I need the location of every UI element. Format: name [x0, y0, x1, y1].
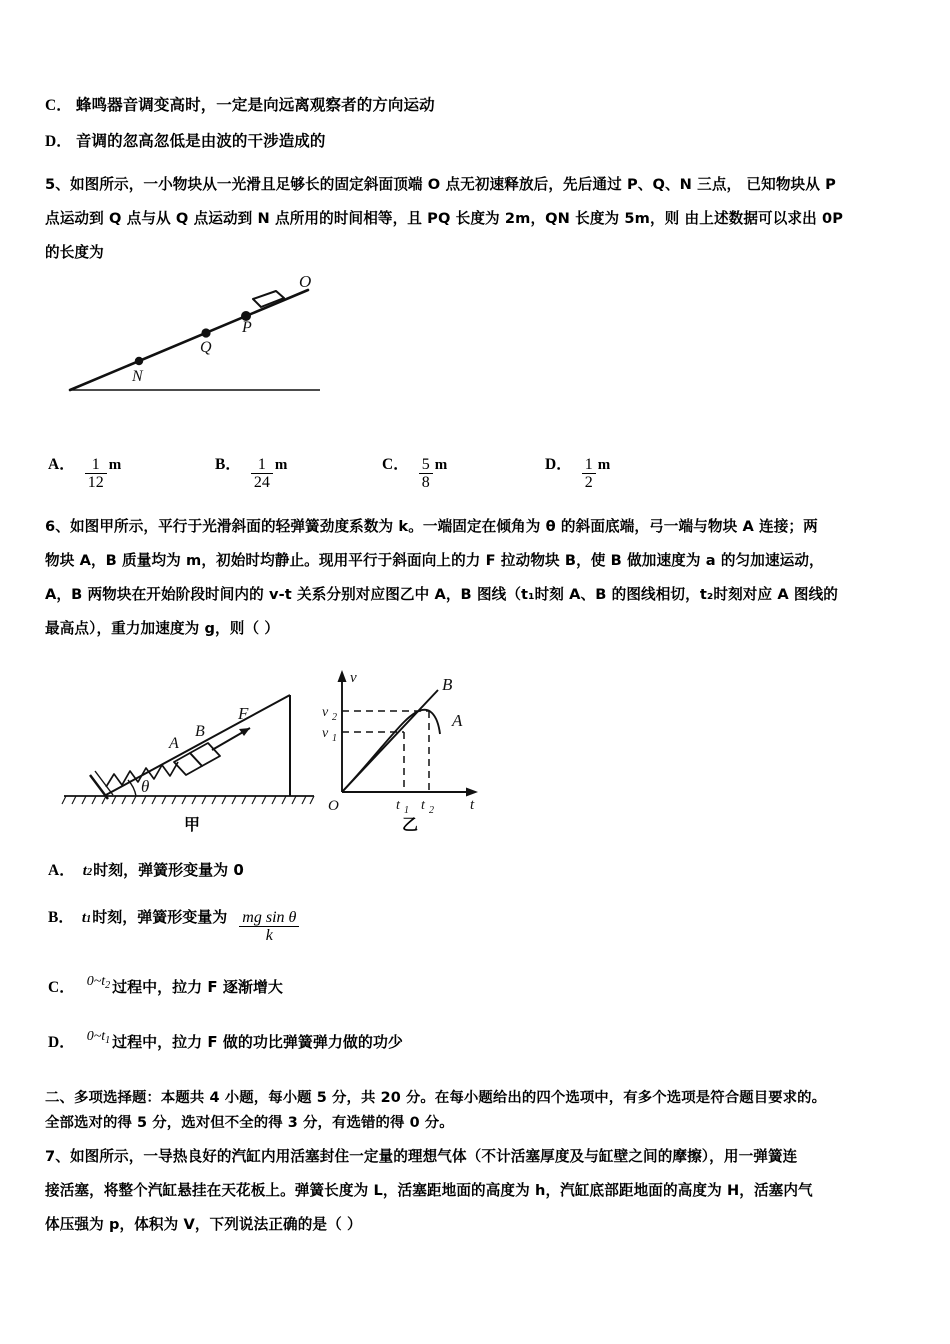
- option-a-symbol: t: [82, 863, 87, 879]
- range-tilde: ~: [93, 1029, 102, 1044]
- spring-incline-figure: [62, 668, 322, 818]
- question5-number: 5、: [45, 176, 70, 193]
- range-end-sub: 2: [105, 980, 111, 991]
- option-text-d: 音调的忽高忽低是由波的干涉造成的: [75, 132, 326, 150]
- label-q: Q: [200, 339, 212, 356]
- section2-line2: 全部选对的得 5 分，选对但不全的得 3 分，有选错的得 0 分。: [45, 1115, 454, 1131]
- unit-d: m: [597, 457, 611, 473]
- range-end: t: [101, 974, 106, 989]
- fraction-numerator: 1: [257, 456, 266, 473]
- question6-option-b: [48, 905, 301, 945]
- option-b-symbol: t: [81, 910, 87, 926]
- question5-stem-line3: 的长度为: [45, 244, 104, 261]
- velocity-time-graph: [320, 664, 500, 819]
- range-end: t: [101, 1029, 106, 1044]
- section2-line1: 二、多项选择题：本题共 4 小题，每小题 5 分，共 20 分。在每小题给出的四个选项中，有多个选项是符合题目要求的。: [45, 1090, 827, 1106]
- question6-stem-line1: 如图甲所示，平行于光滑斜面的轻弹簧劲度系数为 k。一端固定在倾角为 θ 的斜面底端，弓一端与物块 A 连接；两: [69, 518, 818, 535]
- option-letter-a: A．: [48, 862, 75, 879]
- question7-stem-line3: 体压强为 p，体积为 V，下列说法正确的是（ ）: [45, 1216, 362, 1233]
- fraction-spring-deformation: [239, 909, 299, 945]
- option-letter-d: D．: [48, 1034, 75, 1051]
- fraction-d: [582, 456, 596, 492]
- range-end-sub: 1: [105, 1035, 111, 1046]
- unit-c: m: [434, 457, 448, 473]
- label-angle-theta: θ: [141, 777, 150, 796]
- question6-stem-line3: A，B 两物块在开始阶段时间内的 v-t 关系分别对应图乙中 A，B 图线（t₁时刻 A、B 的图线相切，t₂时刻对应 A 图线的: [45, 586, 838, 603]
- inclined-plane-points-figure: [62, 264, 332, 404]
- fraction-denominator: 8: [419, 473, 433, 492]
- fraction-denominator: k: [239, 926, 299, 945]
- option-a-text: 时刻，弹簧形变量为 0: [93, 861, 244, 879]
- question6-stem: [45, 510, 911, 646]
- question4-option-c: [45, 88, 911, 123]
- question5-option-d: [545, 452, 610, 492]
- question6-number: 6、: [45, 518, 70, 535]
- option-b-symbol-sub: 1: [86, 914, 92, 925]
- xtick-t1: t: [396, 798, 400, 813]
- fraction-b: [251, 456, 273, 492]
- question7-stem-line2: 接活塞，将整个汽缸悬挂在天花板上。弹簧长度为 L，活塞距地面的高度为 h，汽缸底部距地面的高度为 H，活塞内气: [45, 1182, 813, 1199]
- question6-stem-line2: 物块 A，B 质量均为 m，初始时均静止。现用平行于斜面向上的力 F 拉动物块 B，使 B 做加速度为 a 的匀加速运动，: [45, 552, 824, 569]
- label-n: N: [132, 368, 143, 385]
- range-start: 0: [86, 974, 94, 989]
- question5-stem-line1: 如图所示，一小物块从一光滑且足够长的固定斜面顶端 O 点无初速释放后，先后通过 P、Q、N 三点， 已知物块从 P: [69, 176, 836, 193]
- unit-a: m: [108, 457, 122, 473]
- option-letter-d: D．: [545, 456, 572, 473]
- label-force-f: F: [238, 704, 249, 723]
- xtick-t2-sub: 2: [429, 805, 434, 816]
- unit-b: m: [274, 457, 288, 473]
- fraction-denominator: 12: [85, 473, 107, 492]
- fraction-c: [419, 456, 433, 492]
- question6-option-d: [48, 1030, 403, 1053]
- question5-stem-line2: 点运动到 Q 点与从 Q 点运动到 N 点所用的时间相等，且 PQ 长度为 2m，QN 长度为 5m，则 由上述数据可以求出 0P: [45, 210, 844, 227]
- question5-option-c: [382, 452, 447, 492]
- question5-option-b: [215, 452, 287, 492]
- fraction-numerator: 5: [421, 456, 430, 473]
- fraction-denominator: 2: [582, 473, 596, 492]
- fraction-denominator: 24: [251, 473, 273, 492]
- range-start: 0: [86, 1029, 94, 1044]
- xtick-t2: t: [421, 798, 425, 813]
- figure-caption-jia: 甲: [183, 815, 200, 834]
- option-d-range: [87, 1027, 110, 1046]
- ytick-v1-sub: 1: [332, 733, 337, 744]
- option-b-text: 时刻，弹簧形变量为: [92, 908, 228, 926]
- range-tilde: ~: [93, 974, 102, 989]
- option-letter-b: B．: [48, 909, 74, 926]
- option-c-text: 过程中，拉力 F 逐渐增大: [112, 978, 283, 996]
- question5-option-a: [48, 452, 121, 492]
- fraction-numerator: 1: [91, 456, 100, 473]
- question5-stem: [45, 168, 911, 270]
- option-letter-a: A．: [48, 456, 75, 473]
- label-block-b: B: [195, 723, 205, 740]
- option-a-symbol-sub: 2: [86, 867, 93, 878]
- fraction-a: [85, 456, 107, 492]
- option-letter-d: D．: [45, 133, 72, 150]
- option-letter-c: C．: [382, 456, 409, 473]
- fraction-numerator: 1: [584, 456, 593, 473]
- question7-number: 7、: [45, 1148, 70, 1165]
- figure-caption-yi: 乙: [401, 815, 418, 834]
- question7-stem-line1: 如图所示，一导热良好的汽缸内用活塞封住一定量的理想气体（不计活塞厚度及与缸壁之间的摩擦），用一弹簧连: [69, 1148, 798, 1165]
- question6-option-c: [48, 975, 283, 998]
- question6-option-a: [48, 858, 244, 880]
- section2-instructions: [45, 1086, 911, 1136]
- label-block-a: A: [169, 735, 179, 752]
- xtick-t1-sub: 1: [404, 805, 409, 816]
- question4-option-d: [45, 124, 911, 159]
- label-p: P: [242, 319, 252, 336]
- option-text-c: 蜂鸣器音调变高时，一定是向远离观察者的方向运动: [75, 96, 435, 114]
- fraction-numerator: mg sin θ: [242, 909, 297, 926]
- label-o: O: [299, 272, 312, 291]
- ytick-v1: v: [322, 726, 329, 741]
- option-letter-c: C．: [48, 979, 75, 996]
- question7-stem: [45, 1140, 911, 1242]
- curve-label-a: A: [452, 711, 463, 730]
- ytick-v2: v: [322, 705, 329, 720]
- curve-label-b: B: [442, 675, 453, 694]
- option-letter-c: C．: [45, 97, 72, 114]
- option-letter-b: B．: [215, 456, 241, 473]
- option-c-range: [87, 972, 110, 991]
- axis-origin-o: O: [328, 798, 339, 814]
- axis-label-t: t: [470, 797, 475, 813]
- question6-stem-line4: 最高点），重力加速度为 g，则（ ）: [45, 620, 280, 637]
- option-d-text: 过程中，拉力 F 做的功比弹簧弹力做的功少: [112, 1033, 403, 1051]
- ytick-v2-sub: 2: [332, 712, 337, 723]
- axis-label-v: v: [350, 670, 357, 686]
